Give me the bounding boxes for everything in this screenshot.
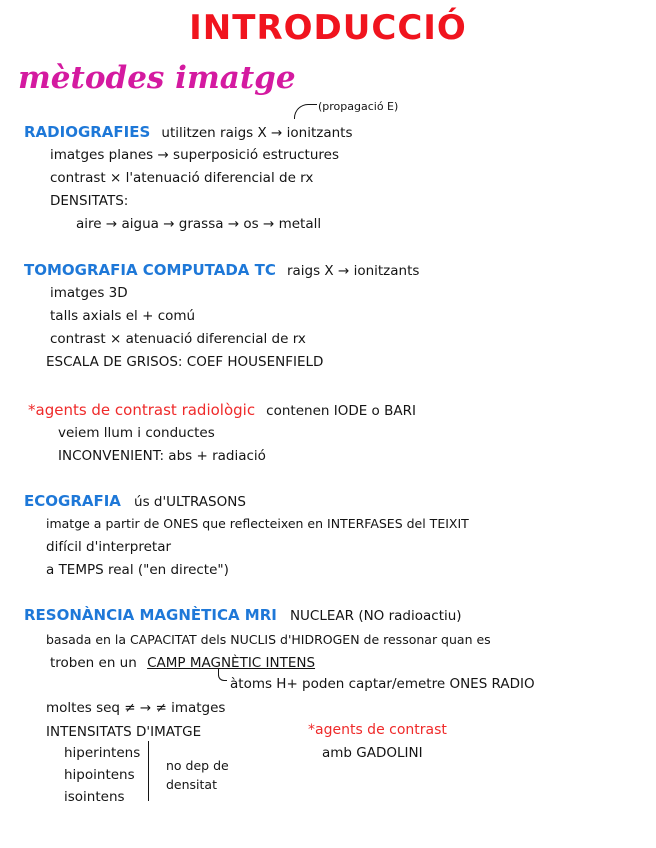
agents-line: veiem llum i conductes	[58, 425, 215, 441]
tomografia-heading: TOMOGRAFIA COMPUTADA TC	[24, 261, 276, 279]
ressonancia-line4: àtoms H+ poden captar/emetre ONES RADIO	[230, 676, 535, 692]
contrast-note-2: amb GADOLINI	[322, 745, 423, 761]
radiografies-line1: utilitzen raigs X → ionitzants	[161, 125, 353, 141]
agents-line: INCONVENIENT: abs + radiació	[58, 448, 266, 464]
ressonancia-line5: moltes seq ≠ → ≠ imatges	[46, 700, 226, 716]
ressonancia-line6: INTENSITATS D'IMATGE	[46, 724, 202, 740]
section-subtitle: mètodes imatge	[18, 60, 296, 96]
ecografia-line: difícil d'interpretar	[46, 539, 172, 555]
hook-arrow-icon	[218, 668, 227, 681]
ecografia-heading: ECOGRAFIA	[24, 492, 121, 510]
tomografia-line1: raigs X → ionitzants	[286, 263, 420, 279]
radiografies-line: DENSITATS:	[50, 193, 129, 209]
ecografia-line1: ús d'ULTRASONS	[134, 494, 246, 510]
ecografia-line: imatge a partir de ONES que reflecteixen en INTERFASES del TEIXIT	[46, 516, 469, 531]
agents-line1: contenen IODE o BARI	[266, 403, 416, 419]
ressonancia-line3-pre: troben en un	[50, 655, 137, 671]
radiografies-line: aire → aigua → grassa → os → metall	[76, 216, 322, 232]
ressonancia-heading: RESONÀNCIA MAGNÈTICA MRI	[24, 606, 277, 624]
tomografia-line: talls axials el + comú	[50, 308, 196, 324]
intensitat-item: hipointens	[64, 767, 135, 783]
radiografies-note: (propagació E)	[318, 100, 399, 113]
tomografia-line: contrast × atenuació diferencial de rx	[50, 331, 306, 347]
radiografies-line: imatges planes → superposició estructures	[50, 147, 340, 163]
ressonancia-line3-underline: CAMP MAGNÈTIC INTENS	[147, 655, 316, 671]
radiografies-heading: RADIOGRAFIES	[24, 123, 151, 141]
ressonancia-line2: basada en la CAPACITAT dels NUCLIS d'HIDROGEN de ressonar quan es	[46, 632, 491, 647]
tomografia-line: imatges 3D	[50, 285, 128, 301]
agents-heading: *agents de contrast radiològic	[28, 401, 256, 419]
ressonancia-line1: NUCLEAR (NO radioactiu)	[289, 608, 462, 624]
page-title: INTRODUCCIÓ	[189, 8, 467, 48]
intensitat-item: hiperintens	[64, 745, 141, 761]
brace-note: no dep de	[166, 758, 229, 773]
radiografies-line: contrast × l'atenuació diferencial de rx	[50, 170, 314, 186]
brace-icon	[148, 741, 159, 801]
brace-note: densitat	[166, 777, 217, 792]
contrast-note: *agents de contrast	[308, 722, 447, 738]
ecografia-line: a TEMPS real ("en directe")	[46, 562, 229, 578]
intensitat-item: isointens	[64, 789, 125, 805]
curved-arrow-icon	[294, 104, 317, 119]
tomografia-line: ESCALA DE GRISOS: COEF HOUSENFIELD	[46, 354, 324, 370]
